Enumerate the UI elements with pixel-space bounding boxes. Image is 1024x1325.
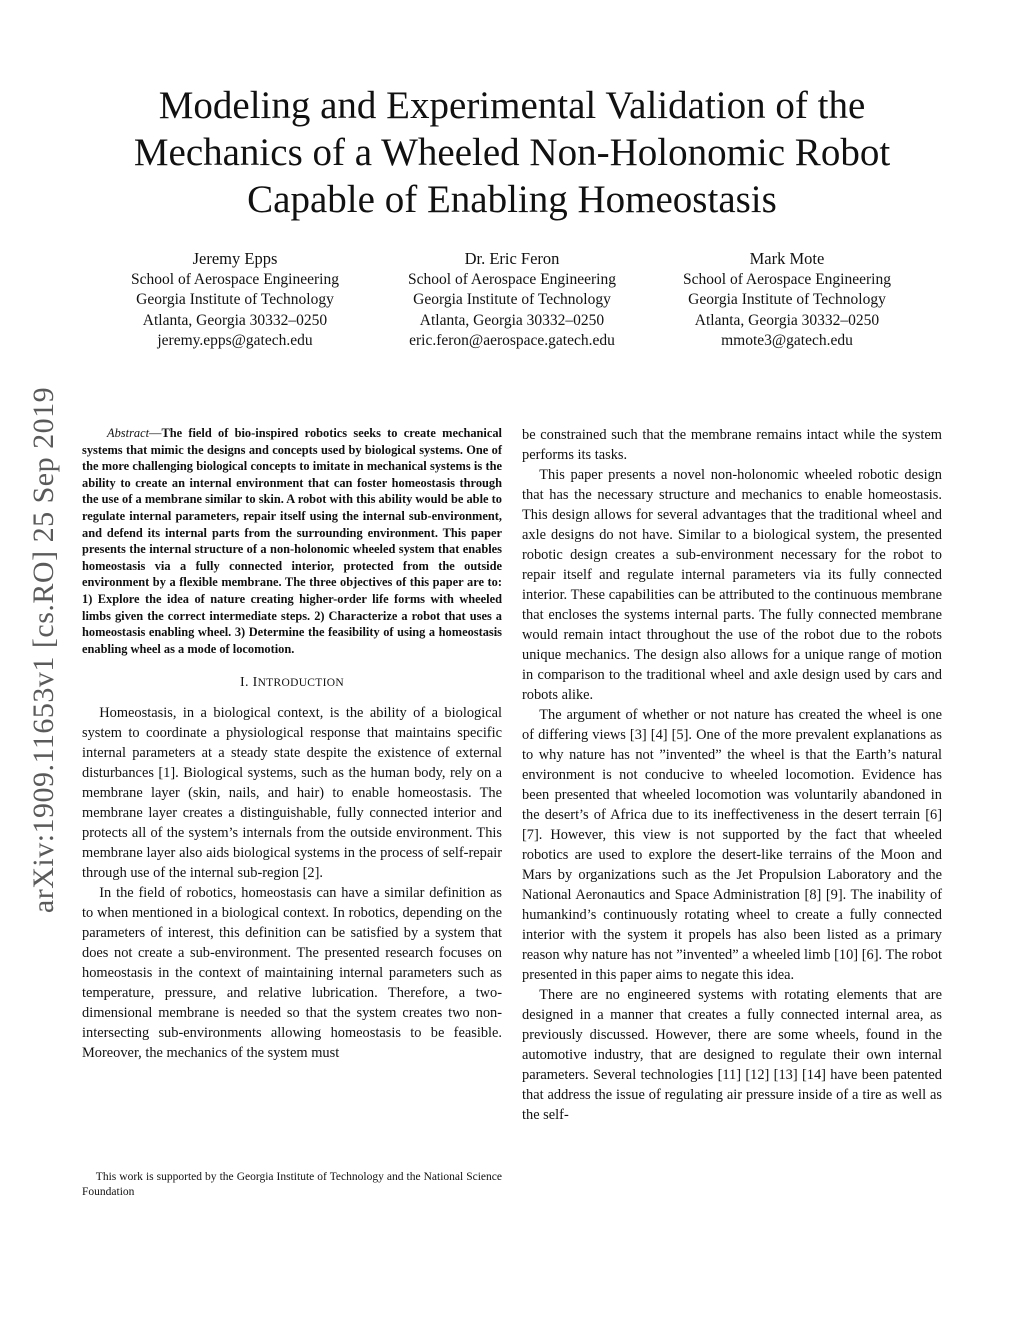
section-number: I. bbox=[240, 675, 253, 691]
abstract-label: Abstract bbox=[107, 426, 150, 440]
section-title-initial: I bbox=[252, 675, 258, 691]
body-paragraph: In the field of robotics, homeostasis can have a similar definition as to when mentioned in a biological context. In robotics, depending on the parameters of interest, this definition can be satisfied by a system that does not create a sub-environment. The presented research focuses on homeostasis in the context of maintaining internal parameters such as temperature, pressure, and relative lubrication. Therefore, a two-dimensional membrane is needed so that the system creates two non-intersecting sub-environments allowing homeostasis to be feasible. Moreover, the mechanics of the system must bbox=[82, 885, 502, 1062]
arxiv-identifier-text: arXiv:1909.11653v1 [cs.RO] 25 Sep 2019 bbox=[27, 386, 60, 914]
body-paragraph: Homeostasis, in a biological context, is the ability of a biological system to coordinate a physiological response that maintains specific internal parameters at a steady state despite the existence of external disturbances [1]. Biological systems, such as the human body, rely on a membrane layer (skin, nails, and hair) to enable homeostasis. The membrane layer creates a distinguishable, fully connected interior and protects all of the system’s internals from the outside environment. This membrane layer also aids biological systems in the process of self-repair through use of the internal sub-region [2]. bbox=[82, 705, 502, 882]
author-email: eric.feron@aerospace.gatech.edu bbox=[409, 332, 615, 349]
body-paragraph: There are no engineered systems with rotating elements that are designed in a manner that creates a fully connected internal area, as previously discussed. However, there are some wheels, found in the automotive industry, that are designed to regulate their own internal parameters. Several technologies [11] [12] [13] [14] have been patented that address the issue of regulating air pressure inside of a tire as well as the self- bbox=[522, 987, 942, 1123]
footnote bbox=[82, 1170, 502, 1200]
left-column bbox=[82, 425, 502, 1063]
author-mote bbox=[642, 249, 932, 352]
title-line: Modeling and Experimental Validation of the bbox=[158, 84, 866, 127]
right-column bbox=[522, 425, 942, 1125]
author-name: Jeremy Epps bbox=[192, 249, 278, 268]
author-department: School of Aerospace Engineering bbox=[683, 270, 891, 288]
author-name: Dr. Eric Feron bbox=[464, 249, 560, 268]
author-department: School of Aerospace Engineering bbox=[131, 270, 339, 288]
title-line: Mechanics of a Wheeled Non-Holonomic Robot bbox=[133, 131, 891, 174]
author-institution: Georgia Institute of Technology bbox=[413, 291, 611, 308]
paper-title bbox=[90, 82, 934, 223]
abstract bbox=[82, 425, 502, 657]
arxiv-identifier bbox=[24, 340, 64, 960]
body-paragraph: be constrained such that the membrane remains intact while the system performs its tasks. bbox=[522, 427, 942, 463]
author-address: Atlanta, Georgia 30332–0250 bbox=[142, 311, 328, 329]
author-address: Atlanta, Georgia 30332–0250 bbox=[694, 311, 880, 329]
author-email: mmote3@gatech.edu bbox=[721, 332, 853, 349]
author-epps bbox=[90, 249, 380, 352]
section-title-rest: NTRODUCTION bbox=[257, 677, 344, 690]
author-feron bbox=[367, 249, 657, 352]
abstract-text: The field of bio-inspired robotics seeks to create mechanical systems that mimic the designs and concepts used by biological systems. One of the more challenging biological concepts to imitate in mechanical systems is the ability to create an internal environment that can foster homeostasis through the use of a membrane similar to skin. A robot with this ability would be able to regulate internal parameters, repair itself using the internal sub-environment, and defend its internal parts from the surrounding environment. This paper presents the internal structure of a non-holonomic wheeled system that enables homeostasis via a fully connected interior, protected from the outside environment by a flexible membrane. The three objectives of this paper are to: 1) Explore the idea of nature creating higher-order life forms with wheeled limbs given the correct intermediate steps. 2) Characterize a robot that uses a homeostasis enabling wheel. 3) Determine the feasibility of using a homeostasis enabling wheel as a mode of locomotion. bbox=[82, 426, 502, 656]
author-email: jeremy.epps@gatech.edu bbox=[157, 332, 313, 349]
author-institution: Georgia Institute of Technology bbox=[688, 291, 886, 308]
author-name: Mark Mote bbox=[749, 249, 825, 268]
body-paragraph: This paper presents a novel non-holonomic wheeled robotic design that has the necessary structure and mechanics to enable homeostasis. This design allows for several advantages that the traditional wheel and axle designs do not have. Similar to a biological system, the presented robotic design creates a sub-environment necessary for the robot to repair itself and regulate internal parameters via its fully connected interior. These capabilities can be attributed to the continuous membrane that encloses the systems internal parts. The fully connected membrane would remain intact throughout the use of the robot due to the robots unique mechanics. The design also allows for a unique range of motion in comparison to the traditional wheel and axle design used by cars and robots alike. bbox=[522, 467, 942, 703]
section-heading-introduction bbox=[82, 673, 502, 693]
author-block bbox=[90, 249, 934, 359]
author-institution: Georgia Institute of Technology bbox=[136, 291, 334, 308]
abstract-dash: — bbox=[149, 426, 162, 440]
footnote-text: This work is supported by the Georgia Institute of Technology and the National Science Foundation bbox=[82, 1171, 502, 1198]
body-paragraph: The argument of whether or not nature has created the wheel is one of differing views [3] [4] [5]. One of the more prevalent explanations as to why nature has not ”invented” the wheel is that the Earth’s natural environment is not conducive to wheeled locomotion. Evidence has been presented that wheeled locomotion was voluntarily abandoned in the desert’s of Africa due to its ineffectiveness in the desert terrain [6] [7]. However, this view is not supported by the fact that wheeled robotics are used to explore the desert-like terrains of the Moon and Mars by organizations such as the Jet Propulsion Laboratory and the National Aeronautics and Space Administration [8] [9]. The inability of humankind’s continuously rotating wheel to create a fully connected interior with the system it propels has also been listed as a primary reason why nature has not ”invented” a wheeled limb [10] [6]. The robot presented in this paper aims to negate this idea. bbox=[522, 707, 942, 983]
title-line: Capable of Enabling Homeostasis bbox=[247, 178, 777, 221]
author-address: Atlanta, Georgia 30332–0250 bbox=[419, 311, 605, 329]
author-department: School of Aerospace Engineering bbox=[408, 270, 616, 288]
